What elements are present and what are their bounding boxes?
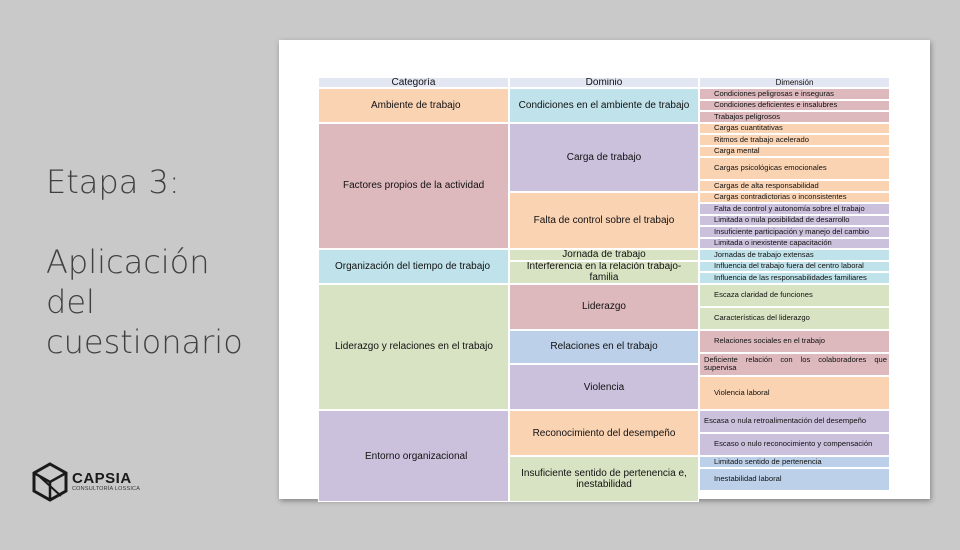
risk-factors-table xyxy=(318,77,890,511)
dimension-cell: Inestabilidad laboral xyxy=(699,468,890,491)
dimension-cell: Relaciones sociales en el trabajo xyxy=(699,330,890,353)
dimension-cell: Falta de control y autonomía sobre el trabajo xyxy=(699,203,890,215)
slide-title-subtitle: Aplicación del cuestionario xyxy=(46,243,243,361)
dimension-cell: Escasa o nula retroalimentación del desempeño xyxy=(699,410,890,433)
domain-cell: Reconocimiento del desempeño xyxy=(509,410,699,456)
dimension-cell: Influencia del trabajo fuera del centro laboral xyxy=(699,261,890,273)
category-cell: Factores propios de la actividad xyxy=(318,123,509,250)
domain-cell: Condiciones en el ambiente de trabajo xyxy=(509,88,699,123)
capsia-cube-icon xyxy=(31,462,69,502)
slide-title-stage: Etapa 3: xyxy=(46,163,180,201)
dimension-cell: Deficiente relación con los colaboradores que supervisa xyxy=(699,353,890,376)
dimension-cell: Cargas cuantitativas xyxy=(699,123,890,135)
dimension-cell: Limitada o nula posibilidad de desarrollo xyxy=(699,215,890,227)
dimension-cell: Cargas contradictorias o inconsistentes xyxy=(699,192,890,204)
domain-cell: Relaciones en el trabajo xyxy=(509,330,699,365)
dimension-cell: Limitada o inexistente capacitación xyxy=(699,238,890,250)
domain-cell: Liderazgo xyxy=(509,284,699,330)
domain-cell: Falta de control sobre el trabajo xyxy=(509,192,699,250)
dimension-cell: Escaso o nulo reconocimiento y compensación xyxy=(699,433,890,456)
domain-cell: Carga de trabajo xyxy=(509,123,699,192)
domain-cell: Insuficiente sentido de pertenencia e, inestabilidad xyxy=(509,456,699,502)
category-cell: Liderazgo y relaciones en el trabajo xyxy=(318,284,509,411)
dimension-cell: Insuficiente participación y manejo del cambio xyxy=(699,226,890,238)
capsia-logo xyxy=(31,462,140,502)
header-categoria: Categoría xyxy=(318,77,509,88)
logo-name: CAPSIA xyxy=(72,470,132,488)
dimension-cell: Características del liderazgo xyxy=(699,307,890,330)
dimension-cell: Escaza claridad de funciones xyxy=(699,284,890,307)
dimension-cell: Violencia laboral xyxy=(699,376,890,411)
slide-title xyxy=(46,162,256,362)
category-cell: Ambiente de trabajo xyxy=(318,88,509,123)
domain-cell: Violencia xyxy=(509,364,699,410)
header-dominio: Dominio xyxy=(509,77,699,88)
dimension-cell: Trabajos peligrosos xyxy=(699,111,890,123)
category-cell: Organización del tiempo de trabajo xyxy=(318,249,509,284)
domain-cell: Jornada de trabajo xyxy=(509,249,699,261)
dimension-cell: Limitado sentido de pertenencia xyxy=(699,456,890,468)
dimension-cell: Jornadas de trabajo extensas xyxy=(699,249,890,261)
header-dimension: Dimensión xyxy=(699,77,890,88)
dimension-cell: Condiciones deficientes e insalubres xyxy=(699,100,890,112)
document-page xyxy=(279,40,930,499)
dimension-cell: Condiciones peligrosas e inseguras xyxy=(699,88,890,100)
dimension-cell: Cargas de alta responsabilidad xyxy=(699,180,890,192)
dimension-cell: Influencia de las responsabilidades familiares xyxy=(699,272,890,284)
dimension-cell: Cargas psicológicas emocionales xyxy=(699,157,890,180)
logo-subtitle: CONSULTORÍA LOSSICA xyxy=(72,486,141,493)
category-cell: Entorno organizacional xyxy=(318,410,509,502)
domain-cell: Interferencia en la relación trabajo-familia xyxy=(509,261,699,284)
dimension-cell: Ritmos de trabajo acelerado xyxy=(699,134,890,146)
dimension-cell: Carga mental xyxy=(699,146,890,158)
